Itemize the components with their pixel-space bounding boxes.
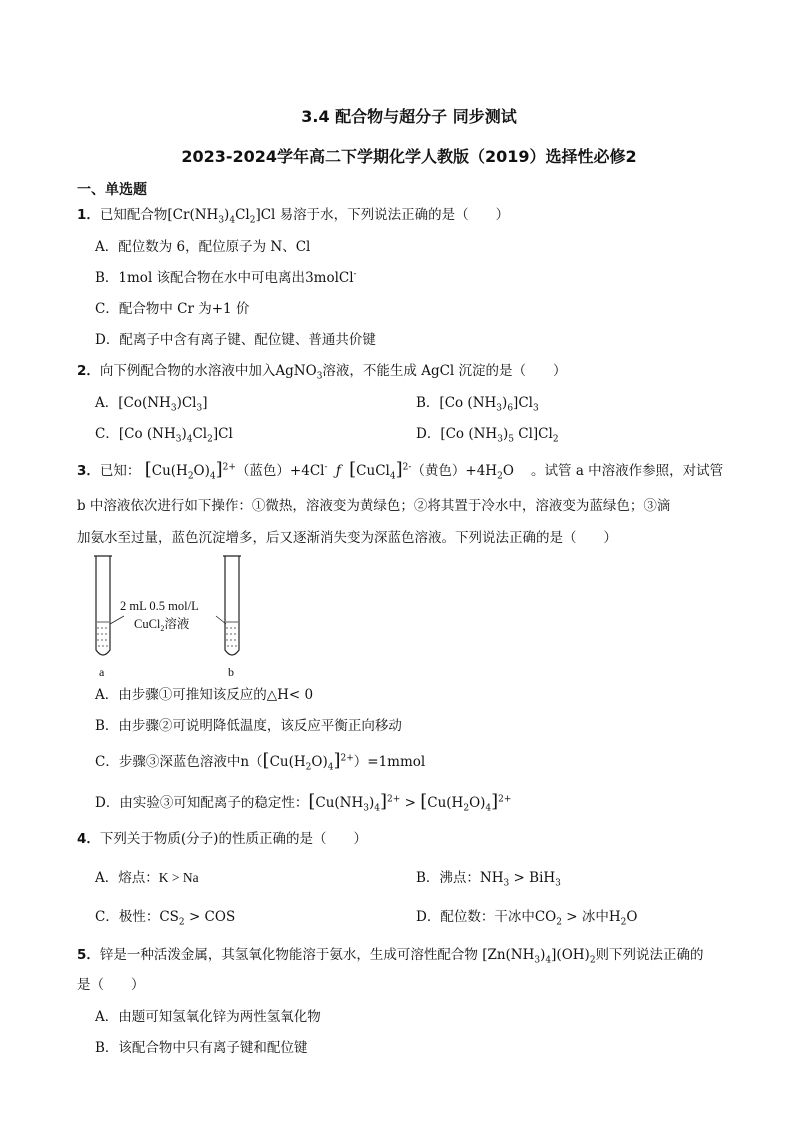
q3-option-c: C．步骤③深蓝色溶液中$n([Cu(H_2O)_4]^{2+})=1mmol$ [95,750,426,773]
tube-b-liquid [226,622,238,646]
q1-option-c: C．配合物中 Cr 为+1 价 [95,301,250,317]
q3-option-a: A．由步骤①可推知该反应的△H< 0 [95,687,314,703]
q2-option-d: D．[Co $(NH_3)_5$ $Cl]Cl_2$ [416,426,559,445]
question-5-stem-line2: 是（ ） [77,977,145,993]
q2-c-label: C． [95,426,119,442]
q2-option-b: B．[Co $(NH_3)_6]Cl_3$ [416,395,539,414]
q3-c-post: ）=1mmol [353,754,426,770]
q3-d-gt: > [400,795,421,811]
tube-b-label: b [228,665,234,679]
question-number: 4． [77,831,100,847]
q3-eq-arrow: ƒ [335,463,341,479]
question-4-stem [77,830,367,848]
q4-option-c: C．极性：$CS_2$ > COS [95,909,236,928]
q3-line1-tail: 。试管 a 中溶液作参照，对试管 [531,463,724,479]
q3-eq-blue: （蓝色）+4Cl [235,463,325,479]
question-1-stem: 1．已知配合物$[Cr(NH_3)_4Cl_2]Cl$ 易溶于水，下列说法正确的是（ ） [77,207,510,226]
q2-post: 溶液，不能生成 AgCl 沉淀的是（ ） [322,363,567,379]
q5-line1-pre: 锌是一种活泼金属，其氢氧化物能溶于氨水，生成可溶性配合物 [99,947,483,963]
page-title: 3.4 配合物与超分子 同步测试 [301,107,517,126]
question-number: 5． [77,947,100,963]
q2-d-label: D． [416,426,441,442]
q1-option-b-value: 3molCl [305,270,354,286]
test-tubes-figure [88,552,258,682]
q1-post: 易溶于水，下列说法正确的是（ ） [275,207,510,223]
q3-option-d: D．由实验③可知配离子的稳定性：$[Cu(NH_3)_4]^{2+} > [Cu(H_2O)_4]^{2+}$ [95,791,512,814]
q1-option-b: B．1mol 该配合物在水中可电离出3molCl- [95,269,357,286]
q1-option-b-text: B．1mol 该配合物在水中可电离出 [95,270,306,286]
q1-option-d: D．配离子中含有离子键、配位键、普通共价键 [95,332,376,348]
figure-solution-label: CuCl$_2$溶液 [134,617,190,633]
q2-pre: 向下例配合物的水溶液中加入 [99,363,276,379]
q4-a-value: K > Na [158,870,199,885]
q2-option-c: C．[Co $(NH_3)_4Cl_2]Cl$ [95,426,233,445]
q5-line1-post: 则下列说法正确的 [595,947,704,963]
section-heading: 一、单选题 [77,182,147,198]
q5-option-b: B．该配合物中只有离子键和配位键 [95,1040,308,1056]
question-3-stem-line2: b 中溶液依次进行如下操作：①微热，溶液变为黄绿色；②将其置于冷水中，溶液变为蓝绿色；③滴 [77,498,671,514]
question-5-stem-line1: 5．锌是一种活泼金属，其氢氧化物能溶于氨水，生成可溶性配合物 $[Zn(NH_3)_4](OH)_2$则下列说法正确的 [77,947,704,966]
q4-option-a [95,869,199,887]
question-3-stem-line3: 加氨水至过量，蓝色沉淀增多，后又逐渐消失变为深蓝色溶液。下列说法正确的是（ ） [77,530,617,546]
q3-d-pre: D．由实验③可知配离子的稳定性： [95,795,309,811]
q2-b-label: B． [416,395,440,411]
figure-concentration-label: 2 mL 0.5 mol/L [120,599,199,613]
tube-a-liquid [97,622,109,646]
q2-a-label: A． [95,395,119,411]
question-number: 1． [77,207,100,223]
question-number: 2． [77,363,100,379]
page-subtitle: 2023-2024学年高二下学期化学人教版（2019）选择性必修2 [181,147,637,166]
q3-pre: 已知： [99,463,141,479]
q1-pre: 已知配合物 [99,207,168,223]
q2-option-a: A．$[Co(NH_3)Cl_3]$ [95,395,208,414]
q3-option-b: B．由步骤②可说明降低温度，该反应平衡正向移动 [95,718,402,734]
q4-option-d: D．配位数：干冰中$CO_2$ > 冰中$H_2O$ [416,909,638,928]
q4-b-label: B．沸点： [416,870,480,886]
q4-d-label: D．配位数： [416,909,495,925]
q4-stem-text: 下列关于物质(分子)的性质正确的是（ ） [99,831,367,847]
q4-a-label: A．熔点： [95,870,159,886]
q5-option-a: A．由题可知氢氧化锌为两性氢氧化物 [95,1009,321,1025]
q4-c-label: C．极性： [95,909,160,925]
q1-option-a: A．配位数为 6，配位原子为 N、Cl [95,239,311,255]
question-3-stem-line1: 3．已知： $[Cu(H_2O)_4]^{2+}$（蓝色）+4Cl- ƒ [CuCl$_4$]$^{2-}$（黄色）$+4H_2O$ 。试管 a 中溶液作参照，对试管 [77,459,724,482]
q4-option-b: B．沸点：$NH_3 > BiH_3$ [416,870,561,889]
tube-a-label: a [99,665,105,679]
question-number: 3． [77,463,100,479]
question-2-stem: 2．向下例配合物的水溶液中加入AgNO$_3$溶液，不能生成 AgCl 沉淀的是（ ） [77,363,567,382]
q3-c-pre: C．步骤③深蓝色溶液中n（ [95,754,263,770]
